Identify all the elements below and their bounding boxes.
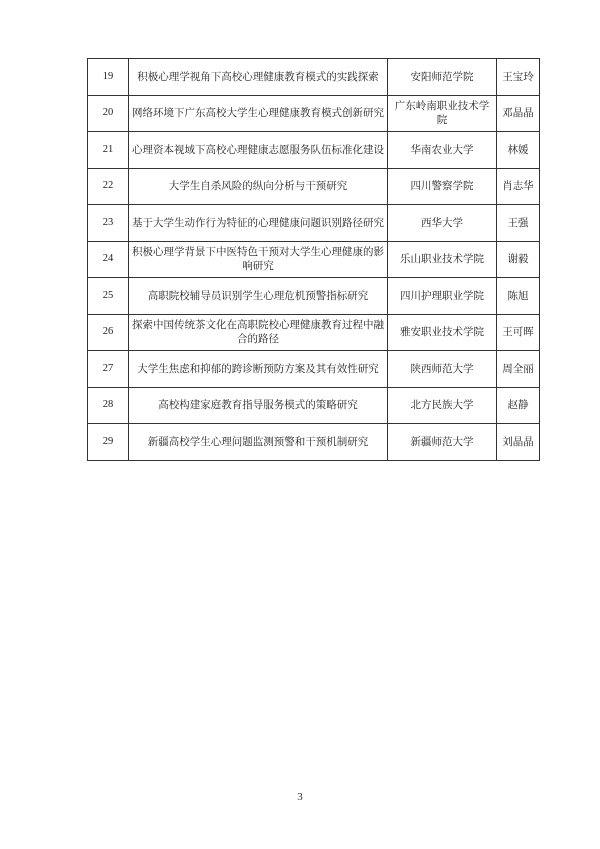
table-row bbox=[88, 59, 540, 96]
table-row bbox=[88, 314, 540, 351]
project-title: 大学生自杀风险的纵向分析与干预研究 bbox=[129, 168, 388, 205]
table-row bbox=[88, 424, 540, 461]
institution: 四川护理职业学院 bbox=[388, 278, 497, 315]
project-leader: 邓晶晶 bbox=[497, 95, 540, 132]
project-leader: 王强 bbox=[497, 205, 540, 242]
project-leader: 周全丽 bbox=[497, 351, 540, 388]
project-title: 高职院校辅导员识别学生心理危机预警指标研究 bbox=[129, 278, 388, 315]
table-row bbox=[88, 132, 540, 169]
institution: 四川警察学院 bbox=[388, 168, 497, 205]
table-row bbox=[88, 205, 540, 242]
project-leader: 刘晶晶 bbox=[497, 424, 540, 461]
row-number: 25 bbox=[88, 278, 129, 315]
table-row bbox=[88, 278, 540, 315]
institution: 乐山职业技术学院 bbox=[388, 241, 497, 278]
page-number: 3 bbox=[297, 791, 303, 803]
row-number: 27 bbox=[88, 351, 129, 388]
table-row bbox=[88, 95, 540, 132]
project-title: 大学生焦虑和抑郁的跨诊断预防方案及其有效性研究 bbox=[129, 351, 388, 388]
project-leader: 林媛 bbox=[497, 132, 540, 169]
project-leader: 陈旭 bbox=[497, 278, 540, 315]
institution: 雅安职业技术学院 bbox=[388, 314, 497, 351]
row-number: 20 bbox=[88, 95, 129, 132]
project-title: 网络环境下广东高校大学生心理健康教育模式创新研究 bbox=[129, 95, 388, 132]
row-number: 26 bbox=[88, 314, 129, 351]
project-title: 积极心理学视角下高校心理健康教育模式的实践探索 bbox=[129, 59, 388, 96]
row-number: 28 bbox=[88, 387, 129, 424]
project-title: 新疆高校学生心理问题监测预警和干预机制研究 bbox=[129, 424, 388, 461]
project-leader: 赵静 bbox=[497, 387, 540, 424]
project-title: 基于大学生动作行为特征的心理健康问题识别路径研究 bbox=[129, 205, 388, 242]
row-number: 22 bbox=[88, 168, 129, 205]
row-number: 23 bbox=[88, 205, 129, 242]
institution: 安阳师范学院 bbox=[388, 59, 497, 96]
table-row bbox=[88, 241, 540, 278]
row-number: 19 bbox=[88, 59, 129, 96]
project-leader: 肖志华 bbox=[497, 168, 540, 205]
project-title: 高校构建家庭教育指导服务模式的策略研究 bbox=[129, 387, 388, 424]
institution: 西华大学 bbox=[388, 205, 497, 242]
row-number: 29 bbox=[88, 424, 129, 461]
project-title: 探索中国传统茶文化在高职院校心理健康教育过程中融合的路径 bbox=[129, 314, 388, 351]
institution: 华南农业大学 bbox=[388, 132, 497, 169]
project-title: 心理资本视域下高校心理健康志愿服务队伍标准化建设 bbox=[129, 132, 388, 169]
project-table bbox=[87, 58, 540, 461]
project-leader: 王可晖 bbox=[497, 314, 540, 351]
project-table-body bbox=[88, 59, 540, 461]
project-title: 积极心理学背景下中医特色干预对大学生心理健康的影响研究 bbox=[129, 241, 388, 278]
institution: 陕西师范大学 bbox=[388, 351, 497, 388]
project-leader: 谢毅 bbox=[497, 241, 540, 278]
institution: 广东岭南职业技术学院 bbox=[388, 95, 497, 132]
institution: 北方民族大学 bbox=[388, 387, 497, 424]
table-row bbox=[88, 387, 540, 424]
row-number: 21 bbox=[88, 132, 129, 169]
institution: 新疆师范大学 bbox=[388, 424, 497, 461]
table-row bbox=[88, 351, 540, 388]
row-number: 24 bbox=[88, 241, 129, 278]
project-leader: 王宝玲 bbox=[497, 59, 540, 96]
table-row bbox=[88, 168, 540, 205]
